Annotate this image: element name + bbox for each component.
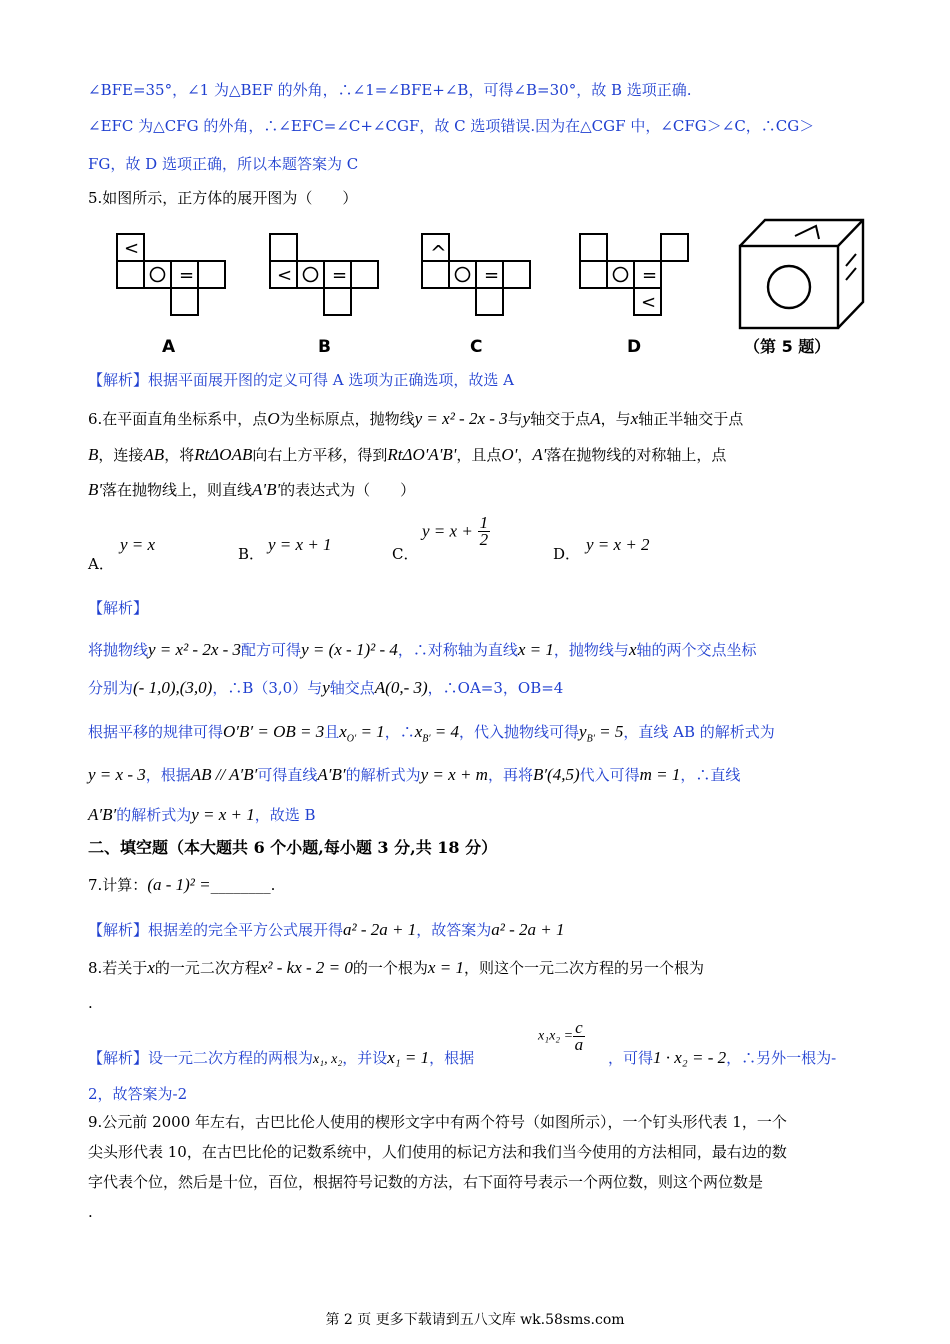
q8-analysis-text: 设一元二次方程的两根为 <box>148 1049 314 1067</box>
q6-option-d-label: D． <box>553 545 581 563</box>
option-a-label: A <box>162 337 176 357</box>
q6-text: ， <box>517 446 533 464</box>
q6-analysis-text: 分别为 <box>88 679 134 697</box>
q7-stem <box>88 875 868 895</box>
net-a-circle-symbol <box>151 268 165 282</box>
q5-stem: 5.如图所示，正方体的展开图为（ ） <box>88 189 358 207</box>
q6-analysis-math: m = 1 <box>639 765 681 784</box>
q7-analysis-math: a² - 2a + 1 <box>491 920 565 939</box>
q7-expr: (a - 1)² = <box>147 875 211 894</box>
q6-option-a: y = x <box>120 535 156 554</box>
q8-analysis-line-1 <box>88 1018 868 1067</box>
q6-analysis-math: y = x + 1 <box>191 805 255 824</box>
q6-analysis-line-2 <box>88 678 868 698</box>
q6-math-tri1: RtΔOAB <box>194 445 253 464</box>
net-c-eq-symbol: = <box>484 265 500 286</box>
q8-analysis-math: x₁, x₂ <box>313 1052 343 1067</box>
q6-analysis-text: ，∴OA=3，OB=4 <box>427 679 564 697</box>
q6-text: 向右上方平移，得到 <box>252 446 388 464</box>
q6-analysis-math <box>414 722 460 745</box>
net-a-lt-symbol: < <box>124 238 140 259</box>
net-b-lt-symbol: < <box>277 265 293 286</box>
q6-option-c-pre: y = x + <box>422 521 473 541</box>
q6-analysis-text: 轴交点 <box>329 679 375 697</box>
q6-stem-line-2 <box>88 445 868 465</box>
q6-math-O: O <box>267 409 280 428</box>
q6-math-Op: O' <box>501 445 518 464</box>
q6-text: 落在抛物线上，则直线 <box>102 481 253 499</box>
q6-analysis-text: ，∴B（3,0）与 <box>212 679 323 697</box>
q9-line-end: . <box>88 1203 93 1221</box>
net-d-lt-symbol: < <box>641 292 657 313</box>
q6-analysis-math: O′B′ = OB = 3 <box>223 722 325 741</box>
net-b-eq-symbol: = <box>332 265 348 286</box>
q7-analysis-math: a² - 2a + 1 <box>343 920 417 939</box>
q8-vieta-lhs: x₁x₂ = <box>538 1028 574 1044</box>
q6-math-parabola: y = x² - 2x - 3 <box>414 409 508 428</box>
q6-text: 与 <box>507 410 523 428</box>
q6-analysis-text: ，根据 <box>145 766 191 784</box>
q7-analysis-tag: 【解析】 <box>88 921 149 939</box>
q6-analysis-text: ，故选 B <box>254 806 316 824</box>
q8-analysis-text: ，并设 <box>342 1049 388 1067</box>
q5-figure <box>100 214 870 364</box>
net-d <box>580 234 688 315</box>
q6-analysis-math-val: = 1 <box>360 722 385 741</box>
q6-analysis-line-1 <box>88 640 868 660</box>
option-d-label: D <box>627 337 642 357</box>
q6-analysis-math-sub: B′ <box>586 733 595 745</box>
q6-option-c-label: C． <box>392 545 419 563</box>
q6-stem-line-1 <box>88 409 868 429</box>
q6-analysis-line-5 <box>88 805 868 825</box>
q6-analysis-math-var: x <box>414 722 423 741</box>
q8-math-root: x = 1 <box>427 958 464 977</box>
q6-text: 6.在平面直角坐标系中，点 <box>88 410 268 428</box>
q6-analysis-math <box>339 722 385 745</box>
q6-analysis-math: x <box>628 640 637 659</box>
q6-analysis-text: ，抛物线与 <box>553 641 629 659</box>
q6-text: 轴正半轴交于点 <box>638 410 744 428</box>
q6-analysis-math: y = x² - 2x - 3 <box>148 640 242 659</box>
q8-stem-end: . <box>88 994 93 1012</box>
q6-text: 落在抛物线的对称轴上，点 <box>546 446 727 464</box>
q6-analysis-math-val: = 5 <box>599 722 624 741</box>
q6-options <box>88 515 868 575</box>
q8-vieta-fraction <box>573 1020 585 1053</box>
q5-analysis-tag: 【解析】 <box>88 371 149 389</box>
q8-vieta <box>538 1020 585 1053</box>
q6-analysis-math-sub: B′ <box>422 733 431 745</box>
q6-analysis-math-var: x <box>339 722 347 741</box>
q6-analysis-text: ，∴ <box>384 723 415 741</box>
q6-analysis-text: 且 <box>324 723 340 741</box>
cube-figure <box>740 220 863 328</box>
q7-text-end: . <box>270 876 276 894</box>
q6-math-AB: AB <box>143 445 165 464</box>
figure-caption: （第 5 题） <box>744 337 831 356</box>
q6-text: ，连接 <box>98 446 144 464</box>
q7-text: 7.计算： <box>88 876 148 894</box>
q7-analysis-text: 根据差的完全平方公式展开得 <box>148 921 344 939</box>
q6-analysis-text: 的解析式为 <box>116 806 192 824</box>
q6-analysis-math-var: y <box>579 722 587 741</box>
option-c-label: C <box>470 337 483 357</box>
q6-analysis-text: 将抛物线 <box>88 641 149 659</box>
net-b-circle-symbol <box>304 268 318 282</box>
q6-analysis-tag: 【解析】 <box>88 599 149 617</box>
q8-analysis-math: x₁ = 1 <box>387 1048 430 1067</box>
q6-text: 的表达式为（ ） <box>280 481 416 499</box>
net-a-eq-symbol: = <box>179 265 195 286</box>
q8-analysis-right <box>608 1048 836 1068</box>
q6-analysis-text: 代入可得 <box>579 766 640 784</box>
q6-analysis-math-sub: O′ <box>346 733 357 745</box>
q6-math-y: y <box>522 409 531 428</box>
q6-option-c <box>422 515 490 548</box>
q6-analysis-text: ，∴直线 <box>680 766 741 784</box>
q6-stem-line-3 <box>88 480 868 500</box>
q6-analysis-text: 可得直线 <box>257 766 318 784</box>
q5-analysis-text: 根据平面展开图的定义可得 A 选项为正确选项，故选 A <box>148 371 514 389</box>
prev-solution-line-1: ∠BFE=35°，∠1 为△BEF 的外角，∴∠1=∠BFE+∠B，可得∠B=30°，故 B 选项正确. <box>88 81 692 99</box>
q6-option-b-label: B． <box>238 545 265 563</box>
q9-line-1: 9.公元前 2000 年左右，古巴比伦人使用的楔形文字中有两个符号（如图所示），一个钉头形代表 1，一个 <box>88 1113 787 1131</box>
q6-text: 轴交于点 <box>530 410 591 428</box>
q6-analysis-math: y = x + m <box>420 765 488 784</box>
q6-analysis-text: ，直线 AB 的解析式为 <box>623 723 775 741</box>
net-c-caret-symbol: ^ <box>430 241 447 265</box>
q6-analysis-math: A′B′ <box>88 805 117 824</box>
net-d-eq-symbol: = <box>642 265 658 286</box>
q6-analysis-math: y <box>322 678 330 697</box>
q6-analysis-math-val: = 4 <box>434 722 460 741</box>
q7-analysis <box>88 920 868 940</box>
q6-analysis-line-3 <box>88 722 868 749</box>
q6-analysis-math: y = (x - 1)² - 4 <box>301 640 398 659</box>
q8-vieta-den: a <box>574 1035 584 1054</box>
q8-text: 的一元二次方程 <box>154 959 260 977</box>
q6-math-A: A <box>590 409 601 428</box>
q6-math-B: B <box>88 445 99 464</box>
q8-math-x: x <box>147 958 155 977</box>
q8-text: 8.若关于 <box>88 959 148 977</box>
q8-math-eq: x² - kx - 2 = 0 <box>259 958 353 977</box>
q6-analysis-text: ，再将 <box>487 766 533 784</box>
q6-analysis-math: (- 1,0),(3,0) <box>133 678 213 697</box>
q6-option-c-den: 2 <box>479 530 489 549</box>
q6-analysis-math: B′(4,5) <box>532 765 580 784</box>
section-2-heading: 二、填空题（本大题共 6 个小题,每小题 3 分,共 18 分） <box>88 838 498 857</box>
q6-analysis-text: 配方可得 <box>241 641 302 659</box>
q6-analysis-math: A′B′ <box>317 765 346 784</box>
q6-analysis-text: ，代入抛物线可得 <box>459 723 580 741</box>
q6-text: 为坐标原点，抛物线 <box>279 410 415 428</box>
q6-option-c-num: 1 <box>479 513 489 532</box>
q6-analysis-math: A(0,- 3) <box>374 678 428 697</box>
q8-text: ，则这个一元二次方程的另一个根为 <box>463 959 704 977</box>
q6-option-a-label: A． <box>88 555 114 573</box>
q6-text: ，将 <box>164 446 195 464</box>
q6-option-d: y = x + 2 <box>586 535 650 554</box>
q8-analysis-tag: 【解析】 <box>88 1049 149 1067</box>
q8-analysis-left <box>88 1048 474 1070</box>
q6-text: ，与 <box>600 410 631 428</box>
q5-analysis <box>88 370 868 390</box>
q6-analysis-line-4 <box>88 765 868 785</box>
q8-analysis-text: ，根据 <box>429 1049 475 1067</box>
q8-vieta-num: c <box>575 1018 583 1037</box>
q6-analysis-math <box>579 722 624 745</box>
q6-math-Bp: B' <box>88 480 103 499</box>
q6-option-b: y = x + 1 <box>268 535 332 554</box>
q6-math-x: x <box>630 409 639 428</box>
option-b-label: B <box>318 337 331 357</box>
prev-solution-line-3: FG，故 D 选项正确，所以本题答案为 C <box>88 155 359 173</box>
q6-math-tri2: RtΔO'A'B' <box>387 445 457 464</box>
q7-blank: ________ <box>210 876 271 894</box>
q6-math-Ap: A' <box>532 445 547 464</box>
q8-analysis-math: 1 · x₂ = - 2 <box>653 1048 727 1067</box>
q6-analysis-math: y = x - 3 <box>88 765 146 784</box>
prev-solution-line-2: ∠EFC 为△CFG 的外角，∴∠EFC=∠C+∠CGF，故 C 选项错误.因为在△CGF 中，∠CFG＞∠C，∴CG＞ <box>88 117 815 135</box>
q6-math-ApBp: A'B' <box>252 480 281 499</box>
q6-analysis-text: 的解析式为 <box>345 766 421 784</box>
net-c-circle-symbol <box>456 268 470 282</box>
q6-text: ，且点 <box>456 446 502 464</box>
q9-line-3: 字代表个位，然后是十位，百位，根据符号记数的方法，右下面符号表示一个两位数，则这个两位数是 <box>88 1173 764 1191</box>
q6-analysis-math: AB // A′B′ <box>190 765 258 784</box>
q8-stem <box>88 958 868 978</box>
q9-line-2: 尖头形代表 10，在古巴比伦的记数系统中，人们使用的标记方法和我们当今使用的方法相同，最右边的数 <box>88 1143 787 1161</box>
q8-analysis-text: ，∴另外一根为- <box>726 1049 837 1067</box>
q6-analysis-math: x = 1 <box>517 640 554 659</box>
q6-analysis-text: ，∴对称轴为直线 <box>397 641 518 659</box>
page-footer: 第 2 页 更多下载请到五八文库 wk.58sms.com <box>325 1312 625 1328</box>
q8-analysis-line-2: 2，故答案为-2 <box>88 1085 188 1103</box>
q8-text: 的一个根为 <box>352 959 428 977</box>
q6-analysis-text: 根据平移的规律可得 <box>88 723 224 741</box>
q8-analysis-text: ，可得 <box>608 1049 654 1067</box>
net-d-circle-symbol <box>614 268 628 282</box>
q6-analysis-text: 轴的两个交点坐标 <box>636 641 757 659</box>
q6-option-c-fraction <box>478 515 491 548</box>
q7-analysis-text: ，故答案为 <box>416 921 492 939</box>
